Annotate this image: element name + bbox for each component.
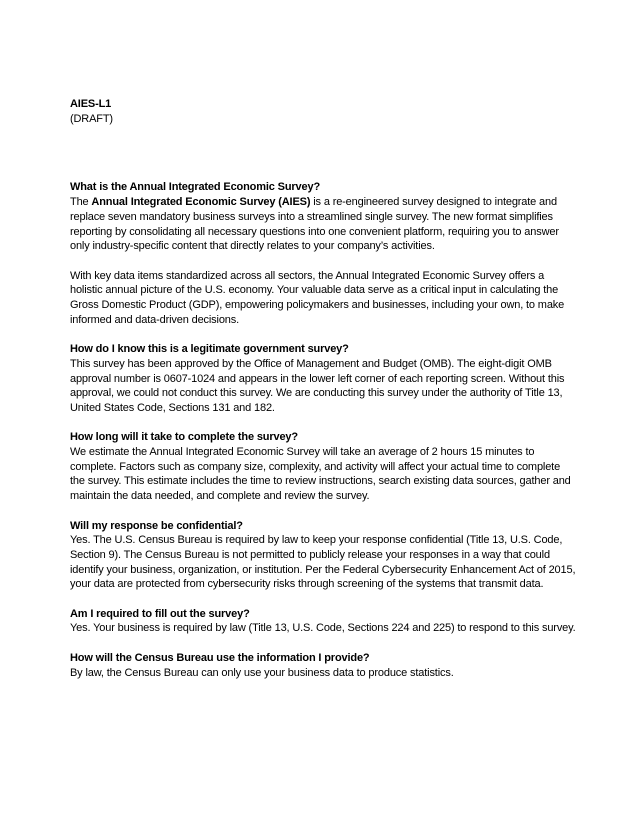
answer-paragraph: We estimate the Annual Integrated Economic Survey will take an average of 2 hours 15 minutes to complete. Factors such as company size, complexity, and activity will affect your actual time to complete the survey. This estimate includes the time to review instructions, search existing data sources, gather and maintain the data needed, and complete and review the survey.	[70, 446, 571, 503]
draft-label: (DRAFT)	[70, 112, 113, 125]
answer-paragraph: With key data items standardized across all sectors, the Annual Integrated Economic Survey offers a holistic annual picture of the U.S. economy. Your valuable data serve as a critical input in calculating the Gross Domestic Product (GDP), empowering policymakers and businesses, including your own, to make informed and data-driven decisions.	[70, 269, 565, 326]
document-header	[70, 97, 577, 126]
faq-section-legitimate-survey	[70, 342, 577, 416]
faq-section-use-of-information	[70, 651, 577, 680]
answer-paragraph: Yes. The U.S. Census Bureau is required by law to keep your response confidential (Title 13, U.S. Code, Section 9). The Census Bureau is not permitted to publicly release your responses in a way that could identify your business, organization, or institution. Per the Federal Cybersecurity Enhancement Act of 2015, your data are protected from cybersecurity risks through screening of the systems that transmit data.	[70, 534, 576, 591]
answer-paragraph: By law, the Census Bureau can only use your business data to produce statistics.	[70, 666, 454, 679]
form-number: AIES-L1	[70, 98, 112, 110]
answer-paragraph	[70, 195, 577, 254]
question-heading: Am I required to fill out the survey?	[70, 607, 250, 620]
question-heading: Will my response be confidential?	[70, 519, 243, 532]
question-heading: How do I know this is a legitimate government survey?	[70, 343, 349, 356]
faq-section-required-by-law	[70, 607, 577, 636]
question-heading: How long will it take to complete the survey?	[70, 431, 298, 444]
answer-text-segment: The	[70, 196, 92, 209]
question-heading: What is the Annual Integrated Economic Survey?	[70, 181, 321, 194]
answer-text-segment-bold: Annual Integrated Economic Survey (AIES)	[91, 196, 311, 209]
answer-paragraph: This survey has been approved by the Office of Management and Budget (OMB). The eight-digit OMB approval number is 0607-1024 and appears in the lower left corner of each reporting screen. Without this approval, we could not conduct this survey. We are conducting this survey under the authority of Title 13, United States Code, Sections 131 and 182.	[70, 357, 565, 414]
faq-section-time-to-complete	[70, 430, 577, 504]
answer-text-segment: is a re-engineered survey designed to integrate and replace seven mandatory business surveys into a streamlined single survey. The new format simplifies reporting by consolidating all necessary questions into one convenient platform, requiring you to answer only industry-specific content that directly relates to your company’s activities.	[70, 196, 559, 253]
faq-section-confidentiality	[70, 519, 577, 593]
question-heading: How will the Census Bureau use the information I provide?	[70, 651, 370, 664]
faq-section-what-is-aies	[70, 180, 577, 327]
answer-paragraph: Yes. Your business is required by law (Title 13, U.S. Code, Sections 224 and 225) to respond to this survey.	[70, 622, 576, 635]
